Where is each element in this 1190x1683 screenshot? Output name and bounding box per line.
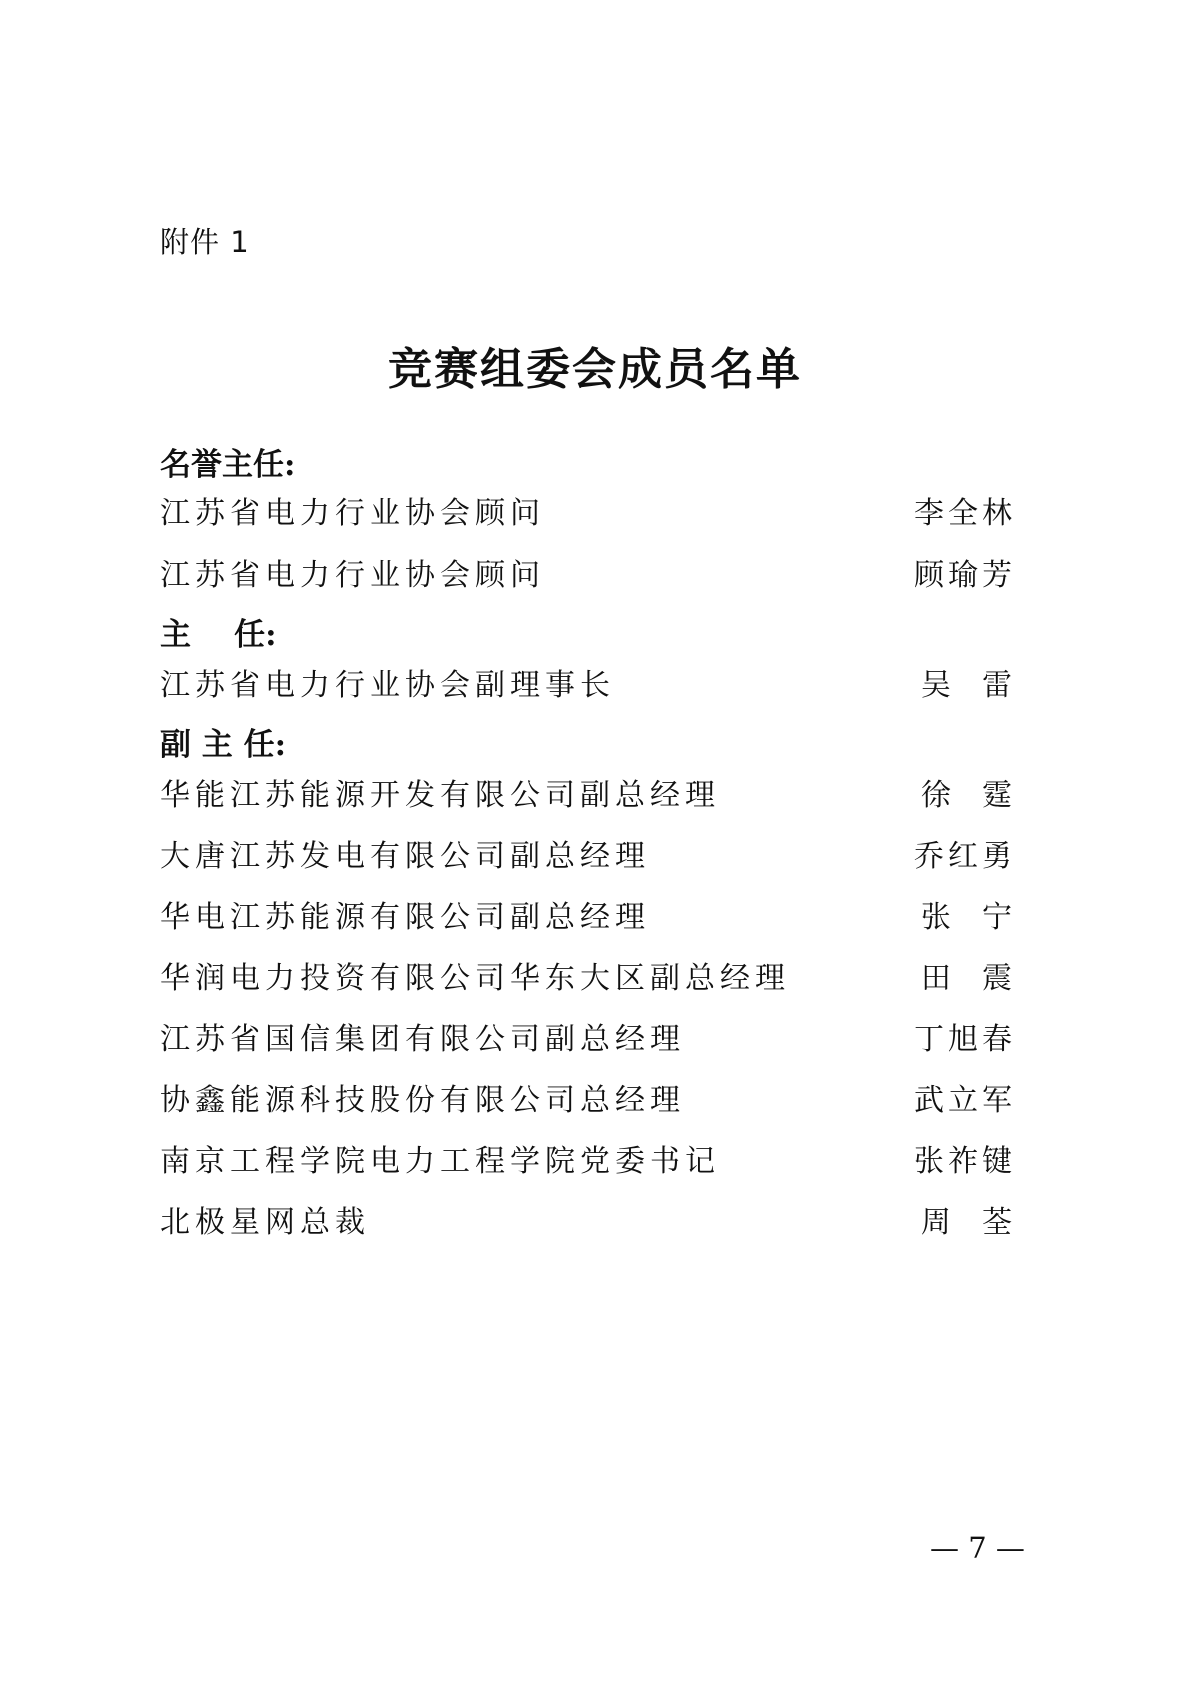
member-name: 乔红勇 — [914, 839, 1016, 874]
member-role: 华润电力投资有限公司华东大区副总经理 — [160, 961, 790, 996]
member-role: 江苏省电力行业协会顾问 — [160, 496, 545, 531]
member-role: 协鑫能源科技股份有限公司总经理 — [160, 1083, 685, 1118]
member-role: 大唐江苏发电有限公司副总经理 — [160, 839, 650, 874]
member-row — [160, 837, 1016, 877]
member-row — [160, 494, 1016, 534]
page-number: — 7 — — [930, 1531, 1025, 1565]
member-row — [160, 556, 1016, 596]
member-row — [160, 959, 1016, 999]
member-name: 张祚键 — [914, 1144, 1016, 1179]
member-name: 顾瑜芳 — [914, 558, 1016, 593]
member-row — [160, 1081, 1016, 1121]
member-role: 江苏省电力行业协会顾问 — [160, 558, 545, 593]
page-title: 竞赛组委会成员名单 — [388, 344, 802, 395]
member-row — [160, 666, 1016, 706]
member-row — [160, 1203, 1016, 1243]
member-row — [160, 1020, 1016, 1060]
member-row — [160, 776, 1016, 816]
member-name: 田 震 — [920, 961, 1016, 996]
section-heading-honorary-director: 名誉主任: — [160, 447, 296, 483]
member-name: 吴 雷 — [920, 668, 1016, 703]
member-role: 华电江苏能源有限公司副总经理 — [160, 900, 650, 935]
member-role: 江苏省电力行业协会副理事长 — [160, 668, 615, 703]
attachment-label: 附件 1 — [160, 225, 250, 259]
member-name: 周 荃 — [920, 1205, 1016, 1240]
member-row — [160, 1142, 1016, 1182]
member-role: 江苏省国信集团有限公司副总经理 — [160, 1022, 685, 1057]
member-role: 华能江苏能源开发有限公司副总经理 — [160, 778, 720, 813]
member-name: 李全林 — [914, 496, 1016, 531]
section-heading-deputy-director: 副 主 任: — [160, 727, 287, 763]
section-heading-director: 主 任: — [160, 617, 277, 653]
member-role: 南京工程学院电力工程学院党委书记 — [160, 1144, 720, 1179]
member-row — [160, 898, 1016, 938]
member-name: 徐 霆 — [920, 778, 1016, 813]
member-name: 丁旭春 — [914, 1022, 1016, 1057]
member-role: 北极星网总裁 — [160, 1205, 370, 1240]
member-name: 武立军 — [914, 1083, 1016, 1118]
member-name: 张 宁 — [920, 900, 1016, 935]
